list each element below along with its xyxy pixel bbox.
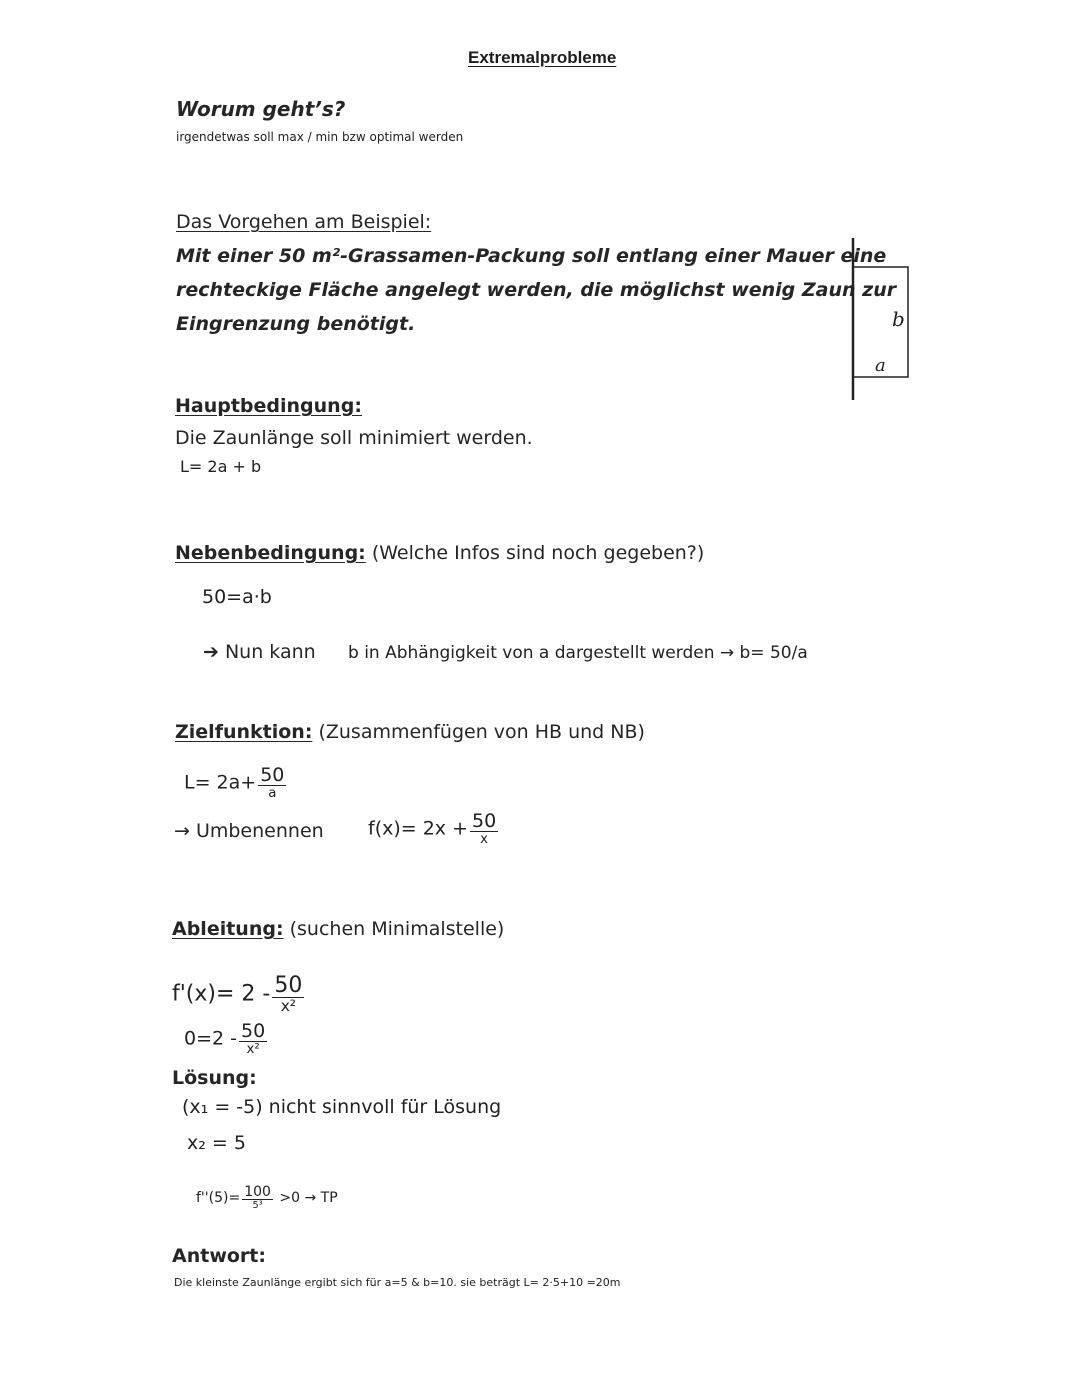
zielfunktion-formula (184, 766, 288, 800)
zero-equation-fraction (239, 1022, 267, 1056)
section-heading-worum: Worum geht’s? (176, 97, 346, 121)
nebenbedingung-handwritten: b in Abhängigkeit von a dargestellt werden → b= 50/a (348, 643, 808, 663)
zielfunktion-formula-prefix: L= 2a+ (184, 771, 257, 794)
nebenbedingung-note: (Welche Infos sind noch gegeben?) (365, 542, 705, 564)
ableitung-note: (suchen Minimalstelle) (283, 918, 505, 940)
hauptbedingung-formula: L= 2a + b (180, 457, 262, 476)
solution-x2: x₂ = 5 (187, 1132, 246, 1154)
section-heading-zielfunktion (175, 721, 645, 743)
problem-statement-line: rechteckige Fläche angelegt werden, die möglichst wenig Zaun zur (176, 279, 897, 301)
fraction-numerator: 50 (241, 1020, 266, 1042)
umbenennen-formula (368, 812, 500, 846)
fraction-numerator: 50 (274, 973, 303, 998)
fraction-denominator: 5³ (252, 1200, 263, 1211)
umbenennen-label: → Umbenennen (174, 820, 324, 842)
answer-text: Die kleinste Zaunlänge ergibt sich für a=5 & b=10. sie beträgt L= 2·5+10 =20m (174, 1276, 621, 1289)
zero-equation-prefix: 0=2 - (184, 1027, 237, 1050)
second-derivative-suffix: >0 → TP (274, 1189, 338, 1206)
fraction-numerator: 50 (472, 810, 497, 832)
section-heading-loesung: Lösung: (172, 1067, 257, 1089)
nebenbedingung-formula: 50=a·b (202, 586, 272, 608)
first-derivative-formula (172, 975, 306, 1014)
section-heading-nebenbedingung (175, 542, 704, 564)
fraction-denominator: x (480, 832, 489, 847)
fraction-denominator: x² (280, 997, 296, 1015)
rectangle-sketch (848, 236, 914, 402)
umbenennen-fraction (470, 812, 498, 846)
first-derivative-prefix: f'(x)= 2 - (172, 981, 271, 1007)
handwritten-note-worum: irgendetwas soll max / min bzw optimal werden (176, 130, 464, 144)
nebenbedingung-arrow-text: ➔ Nun kann (203, 641, 316, 663)
section-heading-antwort: Antwort: (172, 1245, 266, 1267)
second-derivative-fraction (242, 1185, 273, 1211)
page-title: Extremalprobleme (468, 48, 617, 67)
side-label-b: b (892, 307, 905, 331)
zero-equation (184, 1022, 269, 1056)
fraction-denominator: x² (246, 1042, 260, 1057)
first-derivative-fraction (272, 975, 304, 1014)
fraction-numerator: 50 (260, 764, 285, 786)
section-heading-hauptbedingung: Hauptbedingung: (175, 395, 362, 417)
zielfunktion-note: (Zusammenfügen von HB und NB) (312, 721, 645, 743)
ableitung-title: Ableitung: (172, 918, 284, 940)
umbenennen-formula-prefix: f(x)= 2x + (368, 817, 469, 840)
second-derivative-check (196, 1185, 338, 1211)
fraction-denominator: a (268, 786, 277, 801)
nebenbedingung-title: Nebenbedingung: (175, 542, 366, 564)
side-label-a: a (875, 355, 886, 376)
zielfunktion-fraction (258, 766, 286, 800)
section-heading-ableitung (172, 918, 504, 940)
problem-statement-line: Mit einer 50 m²-Grassamen-Packung soll entlang einer Mauer eine (176, 245, 887, 267)
problem-statement-line: Eingrenzung benötigt. (176, 313, 416, 335)
hauptbedingung-text: Die Zaunlänge soll minimiert werden. (175, 427, 533, 449)
zielfunktion-title: Zielfunktion: (175, 721, 313, 743)
second-derivative-prefix: f''(5)= (196, 1189, 241, 1206)
solution-x1: (x₁ = -5) nicht sinnvoll für Lösung (182, 1096, 502, 1118)
fraction-numerator: 100 (244, 1184, 271, 1200)
example-label: Das Vorgehen am Beispiel: (176, 211, 432, 233)
